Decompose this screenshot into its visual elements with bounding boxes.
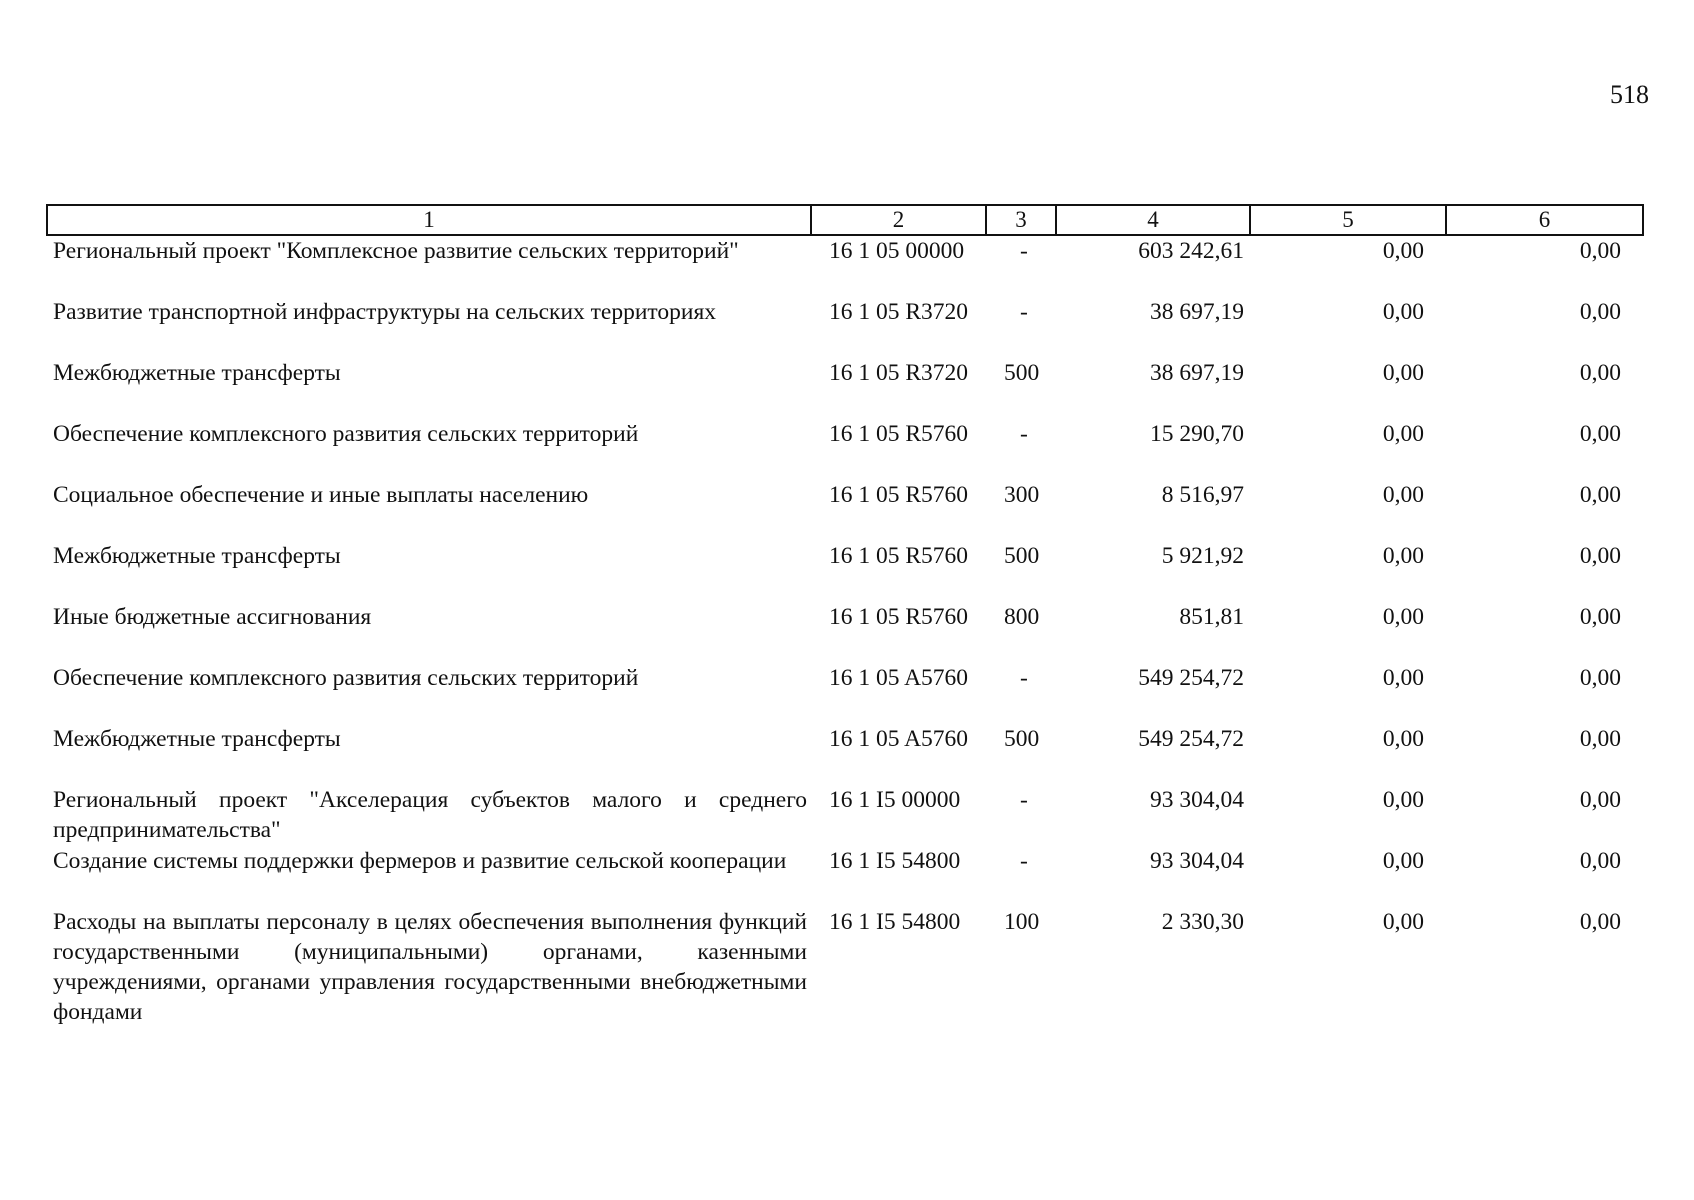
row-code: 16 1 05 A5760 [829, 726, 969, 752]
budget-table [46, 204, 1644, 1031]
row-code: 16 1 05 R3720 [829, 299, 969, 325]
row-col5: 0,00 [1382, 604, 1424, 630]
table-row [47, 358, 1643, 419]
table-row [47, 419, 1643, 480]
row-code: 16 1 05 R5760 [829, 421, 969, 447]
row-col6: 0,00 [1579, 604, 1621, 630]
row-type: - [1020, 238, 1028, 264]
row-type: - [1020, 787, 1028, 813]
row-code: 16 1 05 A5760 [829, 665, 969, 691]
row-sum: 38 697,19 [1150, 360, 1244, 386]
column-header-4: 4 [1056, 205, 1250, 235]
row-sum: 93 304,04 [1150, 848, 1244, 874]
column-header-6: 6 [1446, 205, 1643, 235]
row-col5: 0,00 [1382, 665, 1424, 691]
row-code: 16 1 I5 54800 [829, 848, 961, 874]
row-sum: 5 921,92 [1161, 543, 1244, 569]
row-col5: 0,00 [1382, 360, 1424, 386]
row-type: 300 [1004, 482, 1040, 508]
row-code: 16 1 I5 54800 [829, 909, 961, 935]
row-type: 800 [1004, 604, 1040, 630]
row-sum: 38 697,19 [1150, 299, 1244, 325]
row-name: Обеспечение комплексного развития сельских территорий [53, 421, 639, 447]
table-row [47, 541, 1643, 602]
column-header-3: 3 [986, 205, 1056, 235]
table-row [47, 297, 1643, 358]
row-code: 16 1 I5 00000 [829, 787, 961, 813]
row-sum: 15 290,70 [1150, 421, 1244, 447]
row-col5: 0,00 [1382, 909, 1424, 935]
row-code: 16 1 05 R5760 [829, 604, 969, 630]
table-row [47, 724, 1643, 785]
row-name: Межбюджетные трансферты [53, 543, 341, 569]
row-type: - [1020, 421, 1028, 447]
row-col6: 0,00 [1579, 482, 1621, 508]
column-header-5: 5 [1250, 205, 1446, 235]
row-code: 16 1 05 R5760 [829, 482, 969, 508]
row-col6: 0,00 [1579, 299, 1621, 325]
row-sum: 8 516,97 [1161, 482, 1244, 508]
row-col6: 0,00 [1579, 787, 1621, 813]
row-col6: 0,00 [1579, 726, 1621, 752]
row-col5: 0,00 [1382, 543, 1424, 569]
table-row [47, 785, 1643, 846]
row-sum: 549 254,72 [1138, 665, 1244, 691]
row-sum: 93 304,04 [1150, 787, 1244, 813]
row-sum: 549 254,72 [1138, 726, 1244, 752]
row-col6: 0,00 [1579, 421, 1621, 447]
row-type: - [1020, 665, 1028, 691]
row-type: 100 [1004, 909, 1040, 935]
row-col5: 0,00 [1382, 299, 1424, 325]
row-name: Региональный проект "Комплексное развитие сельских территорий" [53, 238, 739, 264]
row-col6: 0,00 [1579, 543, 1621, 569]
row-col5: 0,00 [1382, 238, 1424, 264]
row-type: 500 [1004, 726, 1040, 752]
table-row [47, 663, 1643, 724]
row-name: Межбюджетные трансферты [53, 726, 341, 752]
row-name: Обеспечение комплексного развития сельских территорий [53, 665, 639, 691]
header-row [47, 205, 1643, 235]
row-type: 500 [1004, 543, 1040, 569]
row-type: - [1020, 848, 1028, 874]
row-col5: 0,00 [1382, 787, 1424, 813]
row-col5: 0,00 [1382, 726, 1424, 752]
column-header-2: 2 [811, 205, 986, 235]
row-code: 16 1 05 R5760 [829, 543, 969, 569]
row-sum: 603 242,61 [1138, 238, 1244, 264]
row-name: Региональный проект "Акселерация субъектов малого и среднего предпринимательства" [53, 787, 807, 843]
row-name: Расходы на выплаты персоналу в целях обеспечения выполнения функций государственными (муниципальными) органами, казенными учреждениями, органами управления государственными внебюджетными фондами [53, 909, 807, 1025]
row-sum: 851,81 [1179, 604, 1244, 630]
row-type: 500 [1004, 360, 1040, 386]
row-col6: 0,00 [1579, 909, 1621, 935]
row-code: 16 1 05 00000 [829, 238, 965, 264]
row-name: Межбюджетные трансферты [53, 360, 341, 386]
row-name: Иные бюджетные ассигнования [53, 604, 372, 630]
page-number: 518 [1610, 80, 1649, 109]
row-col6: 0,00 [1579, 238, 1621, 264]
row-name: Социальное обеспечение и иные выплаты населению [53, 482, 589, 508]
row-name: Развитие транспортной инфраструктуры на сельских территориях [53, 299, 717, 325]
row-col5: 0,00 [1382, 482, 1424, 508]
table-row [47, 846, 1643, 907]
row-col5: 0,00 [1382, 421, 1424, 447]
row-sum: 2 330,30 [1161, 909, 1244, 935]
row-col6: 0,00 [1579, 360, 1621, 386]
row-col5: 0,00 [1382, 848, 1424, 874]
row-name: Создание системы поддержки фермеров и развитие сельской кооперации [53, 848, 787, 874]
row-col6: 0,00 [1579, 665, 1621, 691]
table-row [47, 235, 1643, 297]
table-row [47, 480, 1643, 541]
table-row [47, 907, 1643, 1031]
row-type: - [1020, 299, 1028, 325]
column-header-1: 1 [47, 205, 811, 235]
row-col6: 0,00 [1579, 848, 1621, 874]
table-row [47, 602, 1643, 663]
row-code: 16 1 05 R3720 [829, 360, 969, 386]
